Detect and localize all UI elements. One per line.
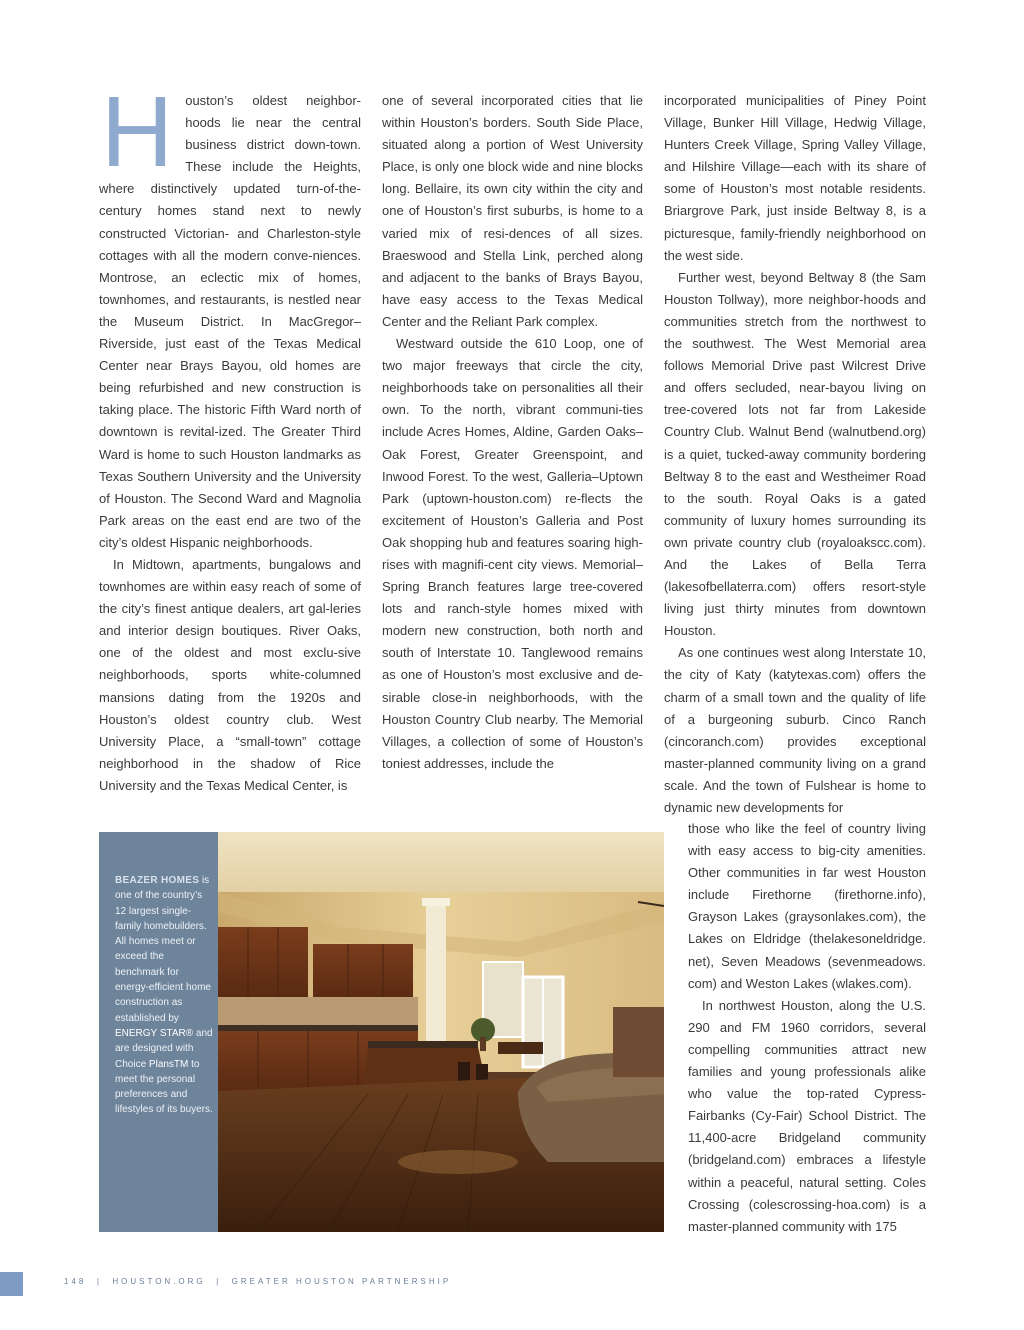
page-footer xyxy=(64,1277,451,1286)
paragraph: incorporated municipalities of Piney Point Village, Bunker Hill Village, Hedwig Village, Hunters Creek Village, Spring Valley Village, and Hilshire Village—each with its share of some of Houston’s most notable residents. Briargrove Park, just inside Beltway 8, is a picturesque, family-friendly neighborhood on the west side. xyxy=(664,93,926,263)
energy-star-label: ENERGY STAR® xyxy=(115,1027,194,1039)
footer-separator: | xyxy=(96,1277,102,1286)
plans-label: PlansTM xyxy=(148,1058,189,1070)
sidebar-body: to meet the personal preferences and lifestyles of its buyers. xyxy=(115,1058,213,1116)
article-column-1 xyxy=(99,76,361,797)
paragraph: Further west, beyond Beltway 8 (the Sam Houston Tollway), more neighbor-hoods and communities stretch from the northwest to the southwest. The West Memorial area follows Memorial Drive past Wilcrest Drive and offers secluded, near-bayou living on tree-covered lots not far from Lakeside Country Club. Walnut Bend (walnutbend.org) is a quiet, tucked-away community bordering Beltway 8 to the east and Westheimer Road to the south. Royal Oaks is a gated community of luxury homes surrounding its own private country club (royaloakscc.com). And the Lakes of Bella Terra (lakesofbellaterra.com) offers resort-style living just thirty minutes from downtown Houston. xyxy=(664,269,926,639)
sidebar-body: is one of the country’s 12 largest single-family homebuilders. All homes meet or exceed the benchmark for energy-efficient home construction as established by xyxy=(115,875,211,1024)
paragraph: one of several incorporated cities that lie within Houston’s borders. South Side Place, situated along a portion of West University Place, is only one block wide and nine blocks long. Bellaire, its own city within the city and one of Houston’s first suburbs, is home to a varied mix of resi-dences of all sizes. Braeswood and Stella Link, perched along and adjacent to the banks of Brays Bayou, have easy access to the Texas Medical Center and the Reliant Park complex. xyxy=(382,93,643,329)
paragraph: In northwest Houston, along the U.S. 290 and FM 1960 corridors, several compelling communities attract new families and young professionals alike who value the top-rated Cypress-Fairbanks (Cy-Fair) School District. The 11,400-acre Bridgeland community (bridgeland.com) embraces a lifestyle within a peaceful, natural setting. Coles Crossing (colescrossing-hoa.com) is a master-planned community with 175 xyxy=(688,997,926,1234)
article-column-3 xyxy=(664,90,926,819)
interior-photo xyxy=(218,832,664,1232)
paragraph: In Midtown, apartments, bungalows and townhomes are within easy reach of some of the city’s finest antique dealers, art gal-leries and interior design boutiques. River Oaks, one of the oldest and most exclu-sive neighborhoods, sports white-columned mansions dating from the 1920s and Houston’s oldest country club. West University Place, a “small-town” cottage neighborhood in the shadow of Rice University and the Texas Medical Center, is xyxy=(99,556,361,793)
footer-publisher: GREATER HOUSTON PARTNERSHIP xyxy=(231,1277,452,1286)
paragraph: Westward outside the 610 Loop, one of two major freeways that circle the city, neighborhoods take on personalities all their own. To the north, vibrant communi-ties include Acres Homes, Aldine, Garden Oaks–Oak Forest, Greater Greenspoint, and Inwood Forest. To the west, Galleria–Uptown Park (uptown-houston.com) re-flects the excitement of Houston’s Galleria and Post Oak shopping hub and features soaring high-rises with magnifi-cent city views. Memorial–Spring Branch features large tree-covered lots and ranch-style homes mixed with modern new construction, both north and south of Interstate 10. Tanglewood remains as one of Houston’s most exclusive and de-sirable close-in neighborhoods, with the Houston Country Club nearby. The Memorial Villages, a collection of some of Houston’s toniest addresses, include the xyxy=(382,336,643,771)
sidebar-body: and are designed with Choice xyxy=(115,1027,213,1070)
paragraph: those who like the feel of country living with easy access to big-city amenities. Other communities in far west Houston include Firethorne (firethorne.info), Grayson Lakes (graysonlakes.com), the Lakes on Eldridge (thelakesoneldridge. net), Seven Meadows (sevenmeadows. com) and Weston Lakes (wlakes.com). xyxy=(688,821,926,991)
footer-accent-block xyxy=(0,1272,23,1296)
article-column-2 xyxy=(382,90,643,775)
page-number: 148 xyxy=(64,1277,87,1286)
sidebar-text xyxy=(115,873,215,1118)
paragraph: ouston’s oldest neighbor-hoods lie near the central business district down-town. These include the Heights, where distinctively updated turn-of-the-century homes stand next to newly constructed Victorian- and Charleston-style cottages with all the modern conve-niences. Montrose, an eclectic mix of homes, townhomes, and restaurants, is nestled near the Museum District. In MacGregor–Riverside, just east of the Texas Medical Center near Brays Bayou, old homes are being refurbished and new construction is taking place. The historic Fifth Ward north of downtown is revital-ized. The Greater Third Ward is home to such Houston landmarks as Texas Southern University and the University of Houston. The Second Ward and Magnolia Park areas on the east end are two of the city’s oldest Hispanic neighborhoods. xyxy=(99,93,361,550)
footer-separator: | xyxy=(216,1277,222,1286)
paragraph: As one continues west along Interstate 10, the city of Katy (katytexas.com) offers the charm of a small town and the quality of life of a burgeoning suburb. Cinco Ranch (cincoranch.com) provides exceptional master-planned community living on a grand scale. And the town of Fulshear is home to dynamic new developments for xyxy=(664,645,926,815)
article-column-3-continued xyxy=(688,818,926,1238)
footer-site: HOUSTON.ORG xyxy=(112,1277,206,1286)
sidebar-heading: BEAZER HOMES xyxy=(115,875,200,886)
drop-cap: H xyxy=(101,76,174,188)
